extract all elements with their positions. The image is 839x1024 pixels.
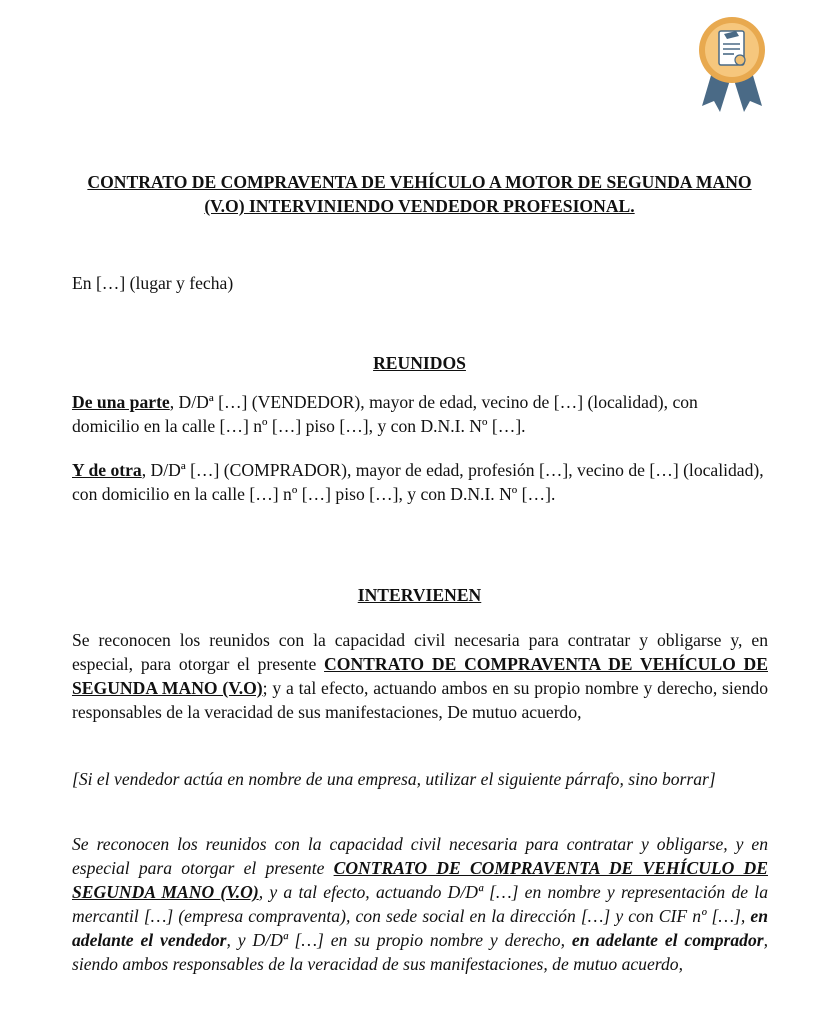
intervienen-p2-c: , y a tal efecto, actuando D/Dª […] en nombre y representación de la mercantil […] (empresa compraventa), con sede social en la dirección […] y con CIF nº […], [72, 882, 768, 926]
paragraph-intervienen-2 [72, 832, 768, 976]
heading-intervienen: INTERVIENEN [357, 585, 482, 605]
title-line-1: CONTRATO DE COMPRAVENTA DE VEHÍCULO A MOTOR DE SEGUNDA MANO [87, 172, 752, 192]
label-de-una-parte: De una parte [72, 392, 170, 412]
place-date: En […] (lugar y fecha) [72, 273, 234, 293]
intervienen-p1-a: Se reconocen los reunidos con la capacidad civil necesaria para contratar y obligarse y, en especial, para otorgar el presente [72, 630, 768, 674]
text-y-de-otra: , D/Dª […] (COMPRADOR), mayor de edad, profesión […], vecino de […] (localidad), con domicilio en la calle […] nº […] piso […], y con D.N.I. Nº […]. [72, 460, 764, 504]
paragraph-de-una-parte [72, 390, 768, 438]
intervienen-p2-a: Se reconocen los reunidos con la capacidad civil necesaria para contratar y obligarse, y en especial para otorgar el presente [72, 834, 768, 878]
heading-reunidos: REUNIDOS [373, 353, 466, 373]
paragraph-y-de-otra [72, 458, 768, 506]
intervienen-p2-contract: CONTRATO DE COMPRAVENTA DE VEHÍCULO DE SEGUNDA MANO (V.O) [72, 858, 768, 902]
document-title [60, 170, 779, 218]
text-de-una-parte: , D/Dª […] (VENDEDOR), mayor de edad, vecino de […] (localidad), con domicilio en la calle […] nº […] piso […], y con D.N.I. Nº […]. [72, 392, 698, 436]
title-line-2: (V.O) INTERVINIENDO VENDEDOR PROFESIONAL. [204, 196, 635, 216]
intervienen-p2-vendedor: en adelante el vendedor [72, 906, 768, 950]
intervienen-p2-comprador: en adelante el comprador [571, 930, 764, 950]
intervienen-p2-e: , y D/Dª […] en su propio nombre y derecho, [226, 930, 572, 950]
note-empresa: [Si el vendedor actúa en nombre de una empresa, utilizar el siguiente párrafo, sino borrar] [72, 769, 716, 789]
intervienen-p2-g: , siendo ambos responsables de la veracidad de sus manifestaciones, de mutuo acuerdo, [72, 930, 769, 974]
paragraph-intervienen-1 [72, 628, 768, 724]
intervienen-p1-contract: CONTRATO DE COMPRAVENTA DE VEHÍCULO DE SEGUNDA MANO (V.O) [72, 654, 768, 698]
label-y-de-otra: Y de otra [72, 460, 142, 480]
intervienen-p1-c: ; y a tal efecto, actuando ambos en su propio nombre y derecho, siendo responsables de la veracidad de sus manifestaciones, De mutuo acuerdo, [72, 678, 768, 722]
certificate-badge-icon [698, 14, 766, 114]
